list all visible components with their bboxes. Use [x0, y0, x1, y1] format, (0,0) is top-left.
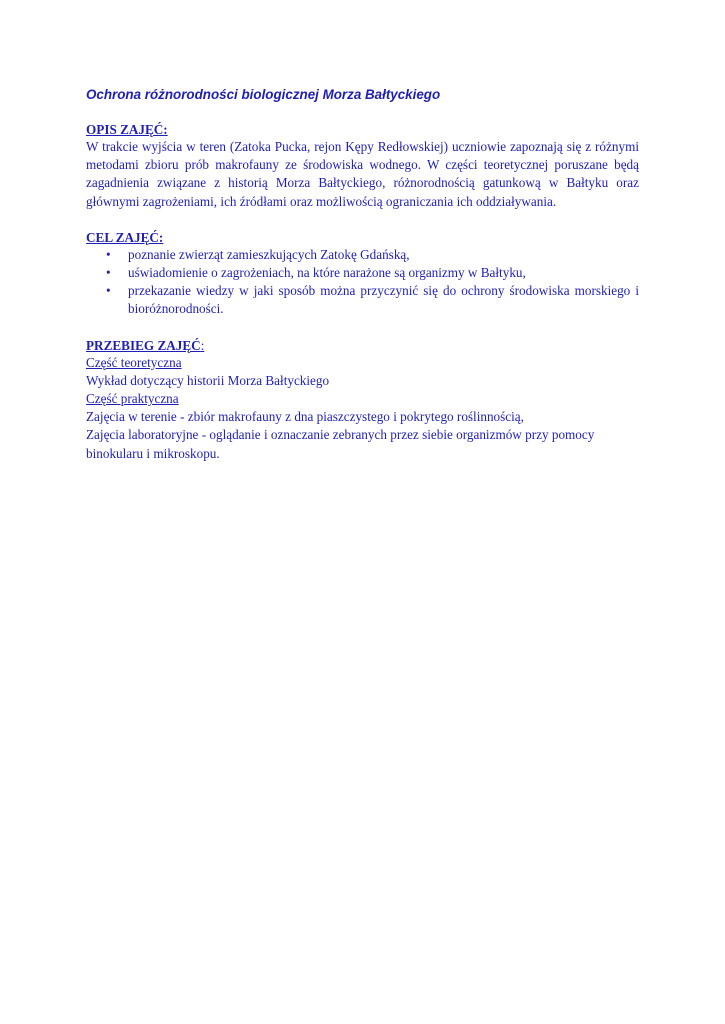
cel-section [86, 229, 639, 319]
bullet-icon: • [106, 246, 111, 262]
opis-section [86, 121, 639, 211]
list-item-text: przekazanie wiedzy w jaki sposób można przyczynić się do ochrony środowiska morskiego i bioróżnorodności. [128, 283, 639, 317]
list-item [86, 282, 639, 318]
list-item-text: uświadomienie o zagrożeniach, na które narażone są organizmy w Bałtyku, [128, 265, 526, 281]
przebieg-section [86, 337, 639, 463]
przebieg-heading-text: PRZEBIEG ZAJĘĆ [86, 337, 201, 353]
practice-line-lab: Zajęcia laboratoryjne - oglądanie i oznaczanie zebranych przez siebie organizmów przy pomocy binokularu i mikroskopu. [86, 427, 595, 461]
theory-text: Wykład dotyczący historii Morza Bałtyckiego [86, 372, 330, 388]
document-content [86, 86, 639, 481]
list-item [86, 246, 639, 264]
document-title: Ochrona różnorodności biologicznej Morza Bałtyckiego [86, 87, 441, 102]
cel-heading: CEL ZAJĘĆ: [86, 229, 164, 245]
opis-heading: OPIS ZAJĘĆ: [86, 122, 168, 137]
list-item [86, 264, 639, 282]
list-item-text: poznanie zwierząt zamieszkujących Zatokę Gdańską, [128, 246, 410, 262]
bullet-icon: • [106, 283, 111, 299]
practice-line-field: Zajęcia w terenie - zbiór makrofauny z dna piaszczystego i pokrytego roślinnością, [86, 409, 524, 425]
cel-list [86, 246, 639, 319]
opis-text: W trakcie wyjścia w teren (Zatoka Pucka, rejon Kępy Redłowskiej) uczniowie zapoznają się z różnymi metodami zbioru prób makrofauny ze środowiska wodnego. W części teoretycznej poruszane będą zagadnienia związane z historią Morza Bałtyckiego, różnorodnością gatunkową w Bałtyku oraz głównymi zagrożeniami, ich źródłami oraz możliwością ograniczania ich oddziaływania. [86, 139, 639, 209]
przebieg-heading [86, 337, 639, 354]
bullet-icon: • [106, 265, 111, 281]
theory-heading: Część teoretyczna [86, 354, 182, 370]
practice-heading: Część praktyczna [86, 391, 179, 407]
przebieg-heading-colon: : [200, 337, 205, 353]
